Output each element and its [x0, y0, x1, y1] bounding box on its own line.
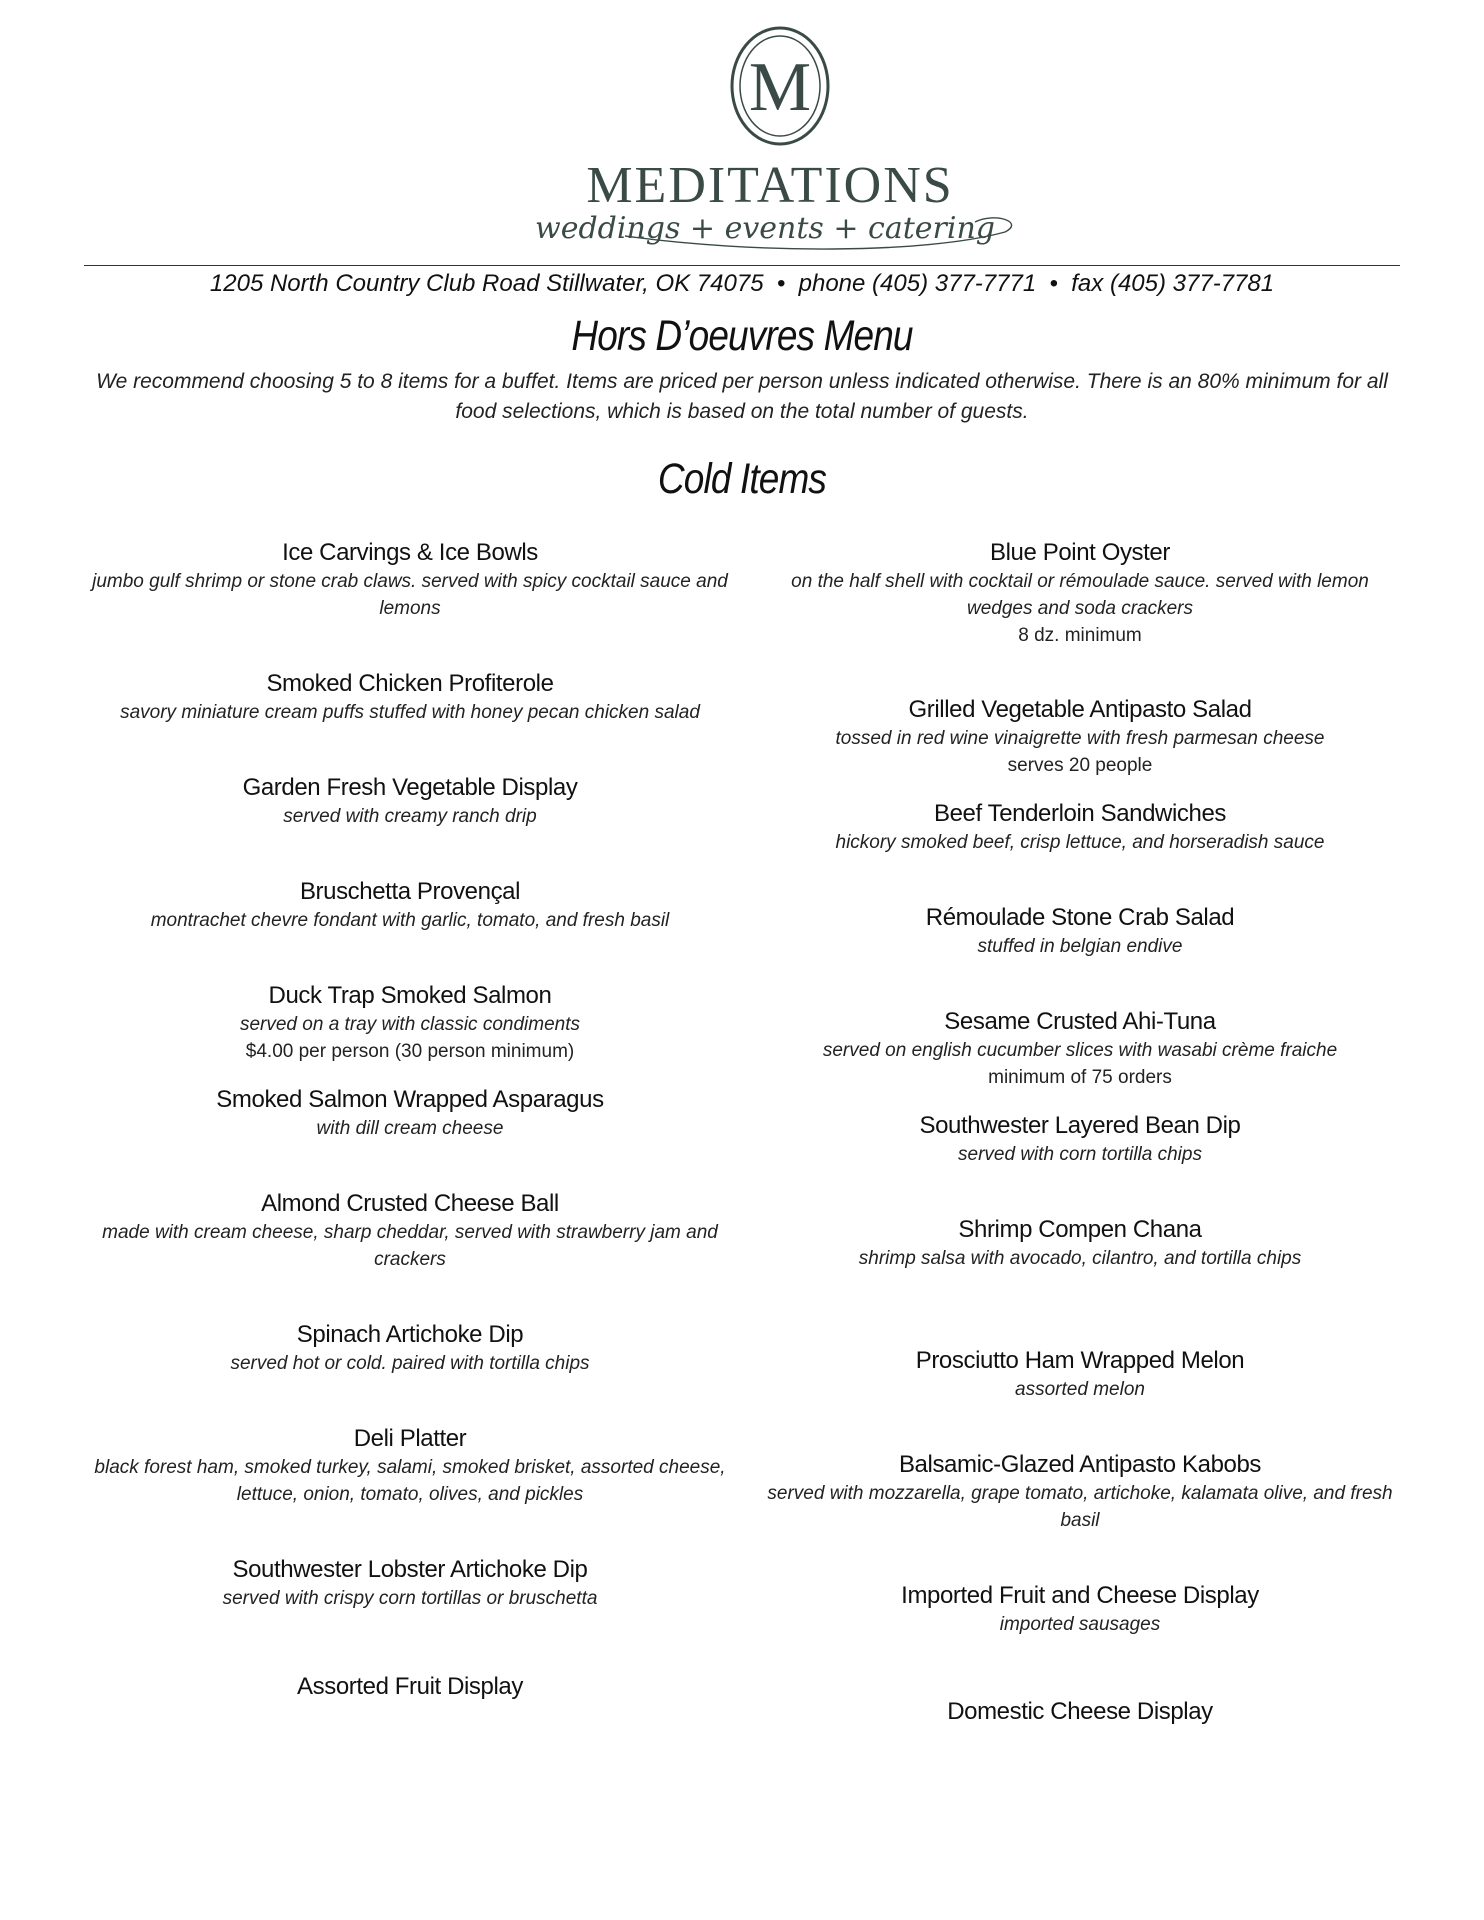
item-description: imported sausages — [999, 1614, 1161, 1635]
contact-line — [0, 270, 1484, 298]
item-name: Deli Platter — [353, 1425, 467, 1452]
logo-monogram: M — [748, 49, 812, 126]
item-description: served with corn tortilla chips — [958, 1144, 1202, 1165]
item-name: Balsamic-Glazed Antipasto Kabobs — [898, 1451, 1262, 1478]
item-name: Southwester Lobster Artichoke Dip — [232, 1556, 588, 1583]
menu-intro: We recommend choosing 5 to 8 items for a buffet. Items are priced per person unless indicated otherwise. There is an 80% minimum for all food selections, which is based on the total number of guests. — [96, 370, 1388, 423]
item-name: Domestic Cheese Display — [947, 1698, 1213, 1725]
item-name: Beef Tenderloin Sandwiches — [933, 800, 1227, 827]
item-description: black forest ham, smoked turkey, salami, smoked brisket, assorted cheese, lettuce, onion, tomato, olives, and pickles — [94, 1457, 726, 1505]
item-description: served on english cucumber slices with wasabi crème fraiche — [822, 1040, 1338, 1061]
item-description: jumbo gulf shrimp or stone crab claws. served with spicy cocktail sauce and lemons — [92, 571, 728, 619]
item-name: Smoked Salmon Wrapped Asparagus — [216, 1086, 604, 1113]
contact-phone: phone (405) 377-7771 — [798, 270, 1037, 297]
logo-tagline: weddings + events + catering — [535, 211, 995, 246]
item-name: Shrimp Compen Chana — [958, 1216, 1202, 1243]
menu-item — [90, 981, 730, 1065]
menu-item — [760, 1007, 1400, 1091]
item-description: served on a tray with classic condiments — [239, 1014, 581, 1035]
item-description: hickory smoked beef, crisp lettuce, and horseradish sauce — [835, 832, 1325, 853]
menu-item — [760, 1581, 1400, 1638]
menu-item — [90, 538, 730, 622]
menu-item — [90, 1555, 730, 1612]
menu-item — [90, 877, 730, 934]
menu-item — [760, 903, 1400, 960]
item-name: Smoked Chicken Profiterole — [266, 670, 554, 697]
item-description: served hot or cold. paired with tortilla chips — [230, 1353, 590, 1374]
contact-fax: fax (405) 377-7781 — [1071, 270, 1275, 297]
item-name: Rémoulade Stone Crab Salad — [925, 904, 1235, 931]
item-note: 8 dz. minimum — [1018, 625, 1142, 646]
item-description: with dill cream cheese — [316, 1118, 504, 1139]
contact-separator: • — [776, 270, 786, 297]
menu-item — [90, 1189, 730, 1273]
meditations-logo — [505, 22, 1035, 262]
item-name: Grilled Vegetable Antipasto Salad — [908, 696, 1252, 723]
item-name: Southwester Layered Bean Dip — [919, 1112, 1241, 1139]
item-name: Imported Fruit and Cheese Display — [901, 1582, 1259, 1609]
item-name: Blue Point Oyster — [990, 539, 1170, 566]
logo-brand-name: MEDITATIONS — [586, 157, 954, 214]
item-note: minimum of 75 orders — [988, 1067, 1172, 1088]
item-name: Bruschetta Provençal — [299, 878, 521, 905]
item-description: montrachet chevre fondant with garlic, tomato, and fresh basil — [150, 910, 670, 931]
item-description: assorted melon — [1015, 1379, 1145, 1400]
menu-item — [90, 669, 730, 726]
item-name: Garden Fresh Vegetable Display — [242, 774, 578, 801]
item-name: Assorted Fruit Display — [297, 1673, 523, 1700]
item-note: $4.00 per person (30 person minimum) — [245, 1041, 575, 1062]
item-description: served with creamy ranch drip — [283, 806, 537, 827]
header-divider — [84, 265, 1400, 266]
contact-separator: • — [1049, 270, 1058, 297]
menu-item — [760, 1697, 1400, 1727]
menu-item — [90, 1424, 730, 1508]
item-description: served with mozzarella, grape tomato, artichoke, kalamata olive, and fresh basil — [767, 1483, 1393, 1531]
item-name: Prosciutto Ham Wrapped Melon — [915, 1347, 1245, 1374]
item-description: stuffed in belgian endive — [977, 936, 1183, 957]
contact-address: 1205 North Country Club Road Stillwater, OK 74075 — [209, 270, 764, 297]
menu-item — [760, 1215, 1400, 1272]
item-note: serves 20 people — [1007, 755, 1153, 776]
item-description: made with cream cheese, sharp cheddar, served with strawberry jam and crackers — [102, 1222, 718, 1270]
item-description: served with crispy corn tortillas or bruschetta — [222, 1588, 598, 1609]
section-title: Cold Items — [657, 455, 827, 503]
menu-item — [90, 1672, 730, 1702]
item-name: Duck Trap Smoked Salmon — [268, 982, 552, 1009]
item-description: tossed in red wine vinaigrette with fresh parmesan cheese — [835, 728, 1325, 749]
menu-item — [760, 1450, 1400, 1534]
menu-title: Hors D’oeuvres Menu — [571, 312, 913, 360]
menu-item — [760, 799, 1400, 856]
item-name: Sesame Crusted Ahi-Tuna — [944, 1008, 1216, 1035]
menu-item — [760, 1346, 1400, 1403]
menu-item — [760, 1111, 1400, 1168]
item-name: Ice Carvings & Ice Bowls — [282, 539, 538, 566]
menu-item — [760, 538, 1400, 649]
item-description: savory miniature cream puffs stuffed with honey pecan chicken salad — [120, 702, 700, 723]
menu-item — [90, 773, 730, 830]
menu-item — [90, 1085, 730, 1142]
item-name: Spinach Artichoke Dip — [296, 1321, 524, 1348]
item-description: on the half shell with cocktail or rémoulade sauce. served with lemon wedges and soda crackers — [791, 571, 1369, 619]
menu-item — [760, 695, 1400, 779]
menu-item — [90, 1320, 730, 1377]
item-description: shrimp salsa with avocado, cilantro, and tortilla chips — [858, 1248, 1302, 1269]
item-name: Almond Crusted Cheese Ball — [261, 1190, 559, 1217]
